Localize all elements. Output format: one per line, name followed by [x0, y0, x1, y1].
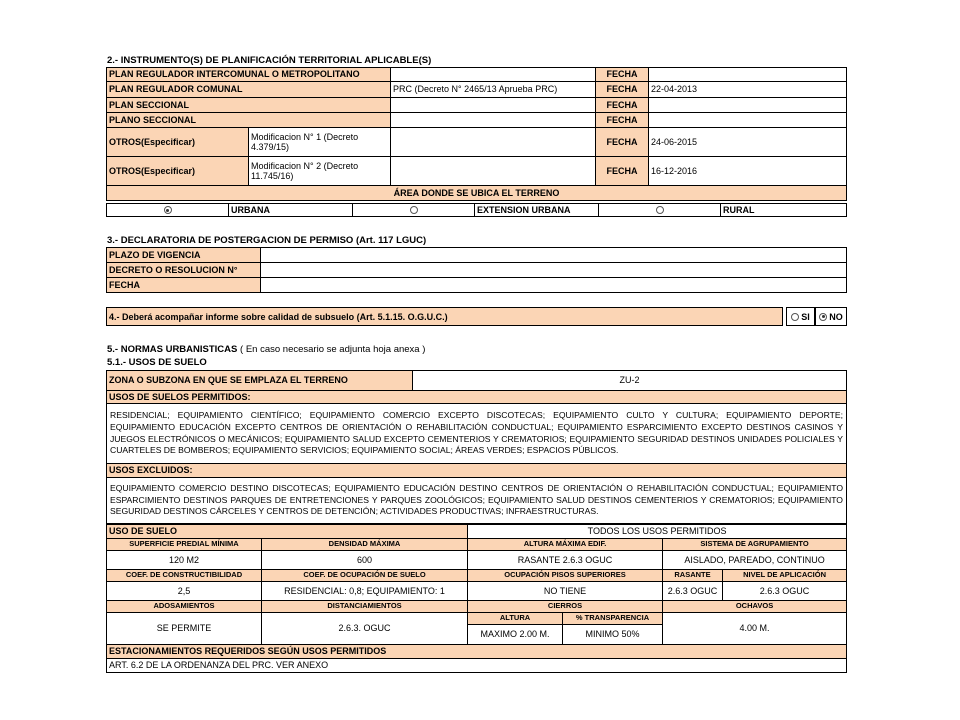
table-row: [107, 613, 847, 625]
row-label: PLAN REGULADOR INTERCOMUNAL O METROPOLITANO: [107, 68, 391, 82]
row-value: [261, 263, 847, 278]
row-label: PLAN SECCIONAL: [107, 98, 391, 113]
radio-rural-cell[interactable]: [599, 204, 721, 217]
value-rasante: 2.6.3 OGUC: [663, 582, 723, 601]
row-label: DECRETO O RESOLUCION N°: [107, 263, 261, 278]
section-5-1-title: 5.1.- USOS DE SUELO: [107, 357, 207, 368]
header-cierro-altura: ALTURA: [468, 613, 563, 625]
table-row: [107, 478, 847, 524]
row-label: FECHA: [107, 278, 261, 293]
table-row: [107, 539, 847, 551]
table-row: [107, 601, 847, 613]
header-altura: ALTURA MÁXIMA EDIF.: [468, 539, 663, 551]
radio-urbana-cell[interactable]: [107, 204, 229, 217]
value-cierro-transparencia: MINIMO 50%: [563, 625, 663, 645]
table-row: [107, 404, 847, 464]
header-ochavos: OCHAVOS: [663, 601, 847, 613]
fecha-value: 22-04-2013: [649, 82, 847, 98]
row-detail: Modificacion N° 1 (Decreto 4.379/15): [249, 128, 391, 157]
zona-value: ZU-2: [413, 371, 847, 391]
table-row: [107, 391, 847, 404]
planning-instruments-table: [106, 67, 847, 201]
table-row: [107, 570, 847, 582]
radio-urbana-icon[interactable]: [164, 206, 172, 214]
row-value: [391, 113, 596, 128]
section-2-title: 2.- INSTRUMENTO(S) DE PLANIFICACIÓN TERRITORIAL APLICABLE(S): [107, 55, 432, 66]
estacionamientos-value: ART. 6.2 DE LA ORDENANZA DEL PRC. VER ANEXO: [107, 659, 847, 673]
fecha-value: 24-06-2015: [649, 128, 847, 157]
postergacion-table: [106, 247, 847, 293]
option-label: URBANA: [229, 204, 353, 217]
option-no-label: NO: [829, 311, 843, 322]
value-altura: RASANTE 2.6.3 OGUC: [468, 551, 663, 570]
header-cierros: CIERROS: [468, 601, 663, 613]
section-5-note: ( En caso necesario se adjunta hoja anexa ): [240, 344, 426, 355]
uso-value: TODOS LOS USOS PERMITIDOS: [468, 525, 847, 539]
table-row: [107, 371, 847, 391]
row-value: [391, 128, 596, 157]
header-superficie: SUPERFICIE PREDIAL MÍNIMA: [107, 539, 262, 551]
value-adosamientos: SE PERMITE: [107, 613, 262, 645]
table-row: [107, 186, 847, 201]
row-label: PLANO SECCIONAL: [107, 113, 391, 128]
row-label: OTROS(Especificar): [107, 128, 249, 157]
option-si[interactable]: [786, 307, 815, 326]
value-superficie: 120 M2: [107, 551, 262, 570]
section-5-title: 5.- NORMAS URBANISTICAS: [107, 344, 238, 355]
row-label: PLAZO DE VIGENCIA: [107, 248, 261, 263]
row-detail: Modificacion N° 2 (Decreto 11.745/16): [249, 157, 391, 186]
fecha-value: [649, 98, 847, 113]
table-row: [107, 113, 847, 128]
table-row: [107, 204, 847, 217]
usos-suelo-table: [106, 370, 847, 524]
table-row: [107, 68, 847, 82]
table-row: [107, 464, 847, 478]
table-row: [107, 157, 847, 186]
section-5-heading: [107, 344, 425, 355]
value-densidad: 600: [262, 551, 468, 570]
option-si-label: SI: [801, 311, 810, 322]
header-cierro-transparencia: % TRANSPARENCIA: [563, 613, 663, 625]
fecha-label: FECHA: [596, 157, 649, 186]
value-cierro-altura: MAXIMO 2.00 M.: [468, 625, 563, 645]
section-3-title: 3.- DECLARATORIA DE POSTERGACION DE PERMISO (Art. 117 LGUC): [107, 235, 427, 246]
fecha-label: FECHA: [596, 98, 649, 113]
row-value: PRC (Decreto N° 2465/13 Aprueba PRC): [391, 82, 596, 98]
uso-label: USO DE SUELO: [107, 525, 468, 539]
value-coef-ocup: RESIDENCIAL: 0,8; EQUIPAMIENTO: 1: [262, 582, 468, 601]
value-ocup-pisos: NO TIENE: [468, 582, 663, 601]
normas-table: [106, 524, 847, 673]
value-sistema: AISLADO, PAREADO, CONTINUO: [663, 551, 847, 570]
row-label: PLAN REGULADOR COMUNAL: [107, 82, 391, 98]
table-row: [107, 82, 847, 98]
fecha-label: FECHA: [596, 113, 649, 128]
value-nivel: 2.6.3 OGUC: [723, 582, 847, 601]
area-title: ÁREA DONDE SE UBICA EL TERRENO: [107, 186, 847, 201]
header-coef-ocup: COEF. DE OCUPACIÓN DE SUELO: [262, 570, 468, 582]
radio-no-icon[interactable]: [819, 313, 827, 321]
table-row: [107, 525, 847, 539]
header-nivel: NIVEL DE APLICACIÓN: [723, 570, 847, 582]
row-value: [261, 248, 847, 263]
header-sistema: SISTEMA DE AGRUPAMIENTO: [663, 539, 847, 551]
header-rasante: RASANTE: [663, 570, 723, 582]
option-label: EXTENSION URBANA: [475, 204, 599, 217]
area-options-table: [106, 203, 847, 217]
header-ocup-pisos: OCUPACIÓN PISOS SUPERIORES: [468, 570, 663, 582]
fecha-label: FECHA: [596, 68, 649, 82]
fecha-label: FECHA: [596, 128, 649, 157]
row-label: OTROS(Especificar): [107, 157, 249, 186]
table-row: [107, 128, 847, 157]
row-value: [391, 68, 596, 82]
row-value: [391, 157, 596, 186]
header-distanciamientos: DISTANCIAMIENTOS: [262, 601, 468, 613]
table-row: [107, 645, 847, 659]
option-label: RURAL: [721, 204, 847, 217]
table-row: [107, 98, 847, 113]
excluidos-text: EQUIPAMIENTO COMERCIO DESTINO DISCOTECAS; EQUIPAMIENTO EDUCACIÓN DESTINO CENTROS DE ORIENTACIÓN O REHABILITACIÓN CONDUCTUAL; EQUIPAMIENTO ESPARCIMIENTO DESTINOS PARQUES DE ENTRETENCIONES Y PARQUES ZOOLÓGICOS; EQUIPAMIENTO SALUD DESTINOS CEMENTERIOS Y CREMATORIOS; EQUIPAMIENTO SEGURIDAD DESTINOS CÁRCELES Y CENTROS DE DETENCIÓN; ACTIVIDADES PRODUCTIVAS; INFRAESTRUCTURAS.: [107, 478, 847, 524]
value-ochavos: 4.00 M.: [663, 613, 847, 645]
value-distanciamientos: 2.6.3. OGUC: [262, 613, 468, 645]
value-coef-const: 2,5: [107, 582, 262, 601]
section-4-title: 4.- Deberá acompañar informe sobre calidad de subsuelo (Art. 5.1.15. O.G.U.C.): [106, 307, 783, 326]
table-row: [107, 582, 847, 601]
header-densidad: DENSIDAD MÁXIMA: [262, 539, 468, 551]
fecha-value: 16-12-2016: [649, 157, 847, 186]
header-adosamientos: ADOSAMIENTOS: [107, 601, 262, 613]
excluidos-label: USOS EXCLUIDOS:: [107, 464, 847, 478]
table-row: [107, 278, 847, 293]
fecha-value: [649, 68, 847, 82]
row-value: [391, 98, 596, 113]
table-row: [107, 551, 847, 570]
table-row: [107, 263, 847, 278]
permitidos-label: USOS DE SUELOS PERMITIDOS:: [107, 391, 847, 404]
radio-extension-cell[interactable]: [353, 204, 475, 217]
table-row: [107, 659, 847, 673]
table-row: [107, 248, 847, 263]
radio-rural-icon[interactable]: [656, 206, 664, 214]
fecha-value: [649, 113, 847, 128]
estacionamientos-label: ESTACIONAMIENTOS REQUERIDOS SEGÚN USOS PERMITIDOS: [107, 645, 847, 659]
row-value: [261, 278, 847, 293]
permitidos-text: RESIDENCIAL; EQUIPAMIENTO CIENTÍFICO; EQUIPAMIENTO COMERCIO EXCEPTO DISCOTECAS; EQUIPAMIENTO CULTO Y CULTURA; EQUIPAMIENTO DEPORTE; EQUIPAMIENTO EDUCACIÓN EXCEPTO CENTROS DE ORIENTACIÓN O REHABILITACIÓN CONDUCTUAL; EQUIPAMIENTO ESPARCIMIENTO EXCEPTO DESTINOS CASINOS Y JUEGOS ELECTRÓNICOS O MECÁNICOS; EQUIPAMIENTO SALUD EXCEPTO CEMENTERIOS Y CREMATORIOS; EQUIPAMIENTO SEGURIDAD DESTINOS UNIDADES POLICIALES Y CUARTELES DE BOMBEROS; EQUIPAMIENTO SERVICIOS; EQUIPAMIENTO SOCIAL; ÁREAS VERDES; ESPACIOS PÚBLICOS.: [107, 404, 847, 464]
radio-si-icon[interactable]: [791, 313, 799, 321]
header-coef-const: COEF. DE CONSTRUCTIBILIDAD: [107, 570, 262, 582]
zona-label: ZONA O SUBZONA EN QUE SE EMPLAZA EL TERRENO: [107, 371, 413, 391]
radio-extension-icon[interactable]: [410, 206, 418, 214]
option-no[interactable]: [815, 307, 847, 326]
fecha-label: FECHA: [596, 82, 649, 98]
